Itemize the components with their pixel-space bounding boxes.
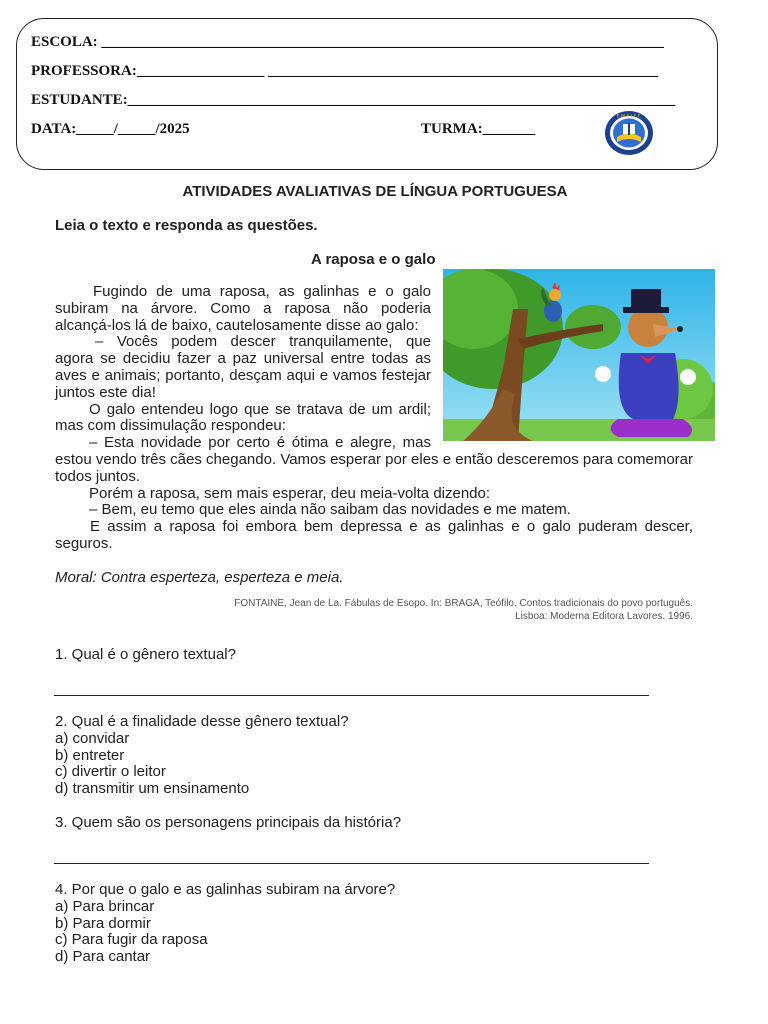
question-4-option-c[interactable]: c) Para fugir da raposa	[55, 931, 208, 949]
question-2-option-b[interactable]: b) entreter	[55, 746, 125, 764]
story-p2: agora se decidiu fazer a paz universal entre todas as aves e animais; portanto, desçam aqui e vamos festejar juntos este dia!	[55, 350, 431, 401]
question-2-text: 2. Qual é a finalidade desse gênero textual?	[55, 713, 349, 730]
story-p2-first: – Vocês podem descer tranquilamente, que	[95, 333, 431, 351]
question-1: 1. Qual é o gênero textual?	[55, 646, 236, 663]
story-p4: estou vendo três cães chegando. Vamos esperar por eles e então desceremos para comemorar todos juntos.	[55, 450, 693, 485]
page-title: ATIVIDADES AVALIATIVAS DE LÍNGUA PORTUGUESA	[182, 183, 568, 200]
story-body	[55, 284, 693, 553]
class-field[interactable]: TURMA:_______	[421, 121, 536, 137]
date-field[interactable]: DATA:_____/_____/2025	[31, 121, 190, 137]
story-p7: E assim a raposa foi embora bem depressa e as galinhas e o galo puderam descer, seguros.	[55, 518, 693, 552]
question-4-option-d[interactable]: d) Para cantar	[55, 948, 151, 966]
answer-line-3[interactable]	[54, 863, 649, 864]
question-2	[55, 714, 349, 798]
source-citation: FONTAINE, Jean de La. Fábulas de Esopo. In: BRAGA, Teófilo. Contos tradicionais do povo português. Lisboa: Moderna Editora Lavores. 1996.	[234, 598, 693, 622]
story-p1: subiram na árvore. Como a raposa não poderia alcançá-los lá de baixo, cautelosamente disse ao galo:	[55, 299, 431, 334]
question-3: 3. Quem são os personagens principais da história?	[55, 814, 402, 831]
story-p6: – Bem, eu temo que eles ainda não saibam das novidades e me matem.	[89, 501, 571, 519]
teacher-field[interactable]: PROFESSORA:_________________ ____________________________________________________	[31, 63, 659, 79]
question-4-option-a[interactable]: a) Para brincar	[55, 897, 155, 915]
question-4	[55, 882, 395, 966]
moral-text: Moral: Contra esperteza, esperteza e meia.	[55, 569, 344, 586]
question-2-option-a[interactable]: a) convidar	[55, 729, 130, 747]
question-2-option-c[interactable]: c) divertir o leitor	[55, 763, 166, 781]
school-logo	[604, 110, 654, 156]
logo-lettering: E.M.E.I.E.F.	[616, 114, 642, 120]
story-title: A raposa e o galo	[311, 251, 436, 268]
story-p1-first: Fugindo de uma raposa, as galinhas e o galo	[93, 283, 431, 300]
school-field[interactable]: ESCOLA: ___________________________________________________________________________	[31, 34, 664, 50]
story-p3: mas com dissimulação respondeu:	[55, 417, 286, 435]
answer-line-1[interactable]	[54, 695, 649, 696]
question-4-option-b[interactable]: b) Para dormir	[55, 914, 151, 932]
story-p5: Porém a raposa, sem mais esperar, deu meia-volta dizendo:	[89, 484, 491, 502]
instruction-text: Leia o texto e responda as questões.	[55, 217, 318, 234]
story-p3-first: O galo entendeu logo que se tratava de um ardil;	[89, 400, 431, 418]
story-p4-first: – Esta novidade por certo é ótima e alegre, mas	[89, 434, 431, 452]
question-4-text: 4. Por que o galo e as galinhas subiram na árvore?	[55, 881, 396, 898]
question-2-option-d[interactable]: d) transmitir um ensinamento	[55, 780, 250, 798]
student-field[interactable]: ESTUDANTE:_________________________________________________________________________	[31, 92, 676, 108]
